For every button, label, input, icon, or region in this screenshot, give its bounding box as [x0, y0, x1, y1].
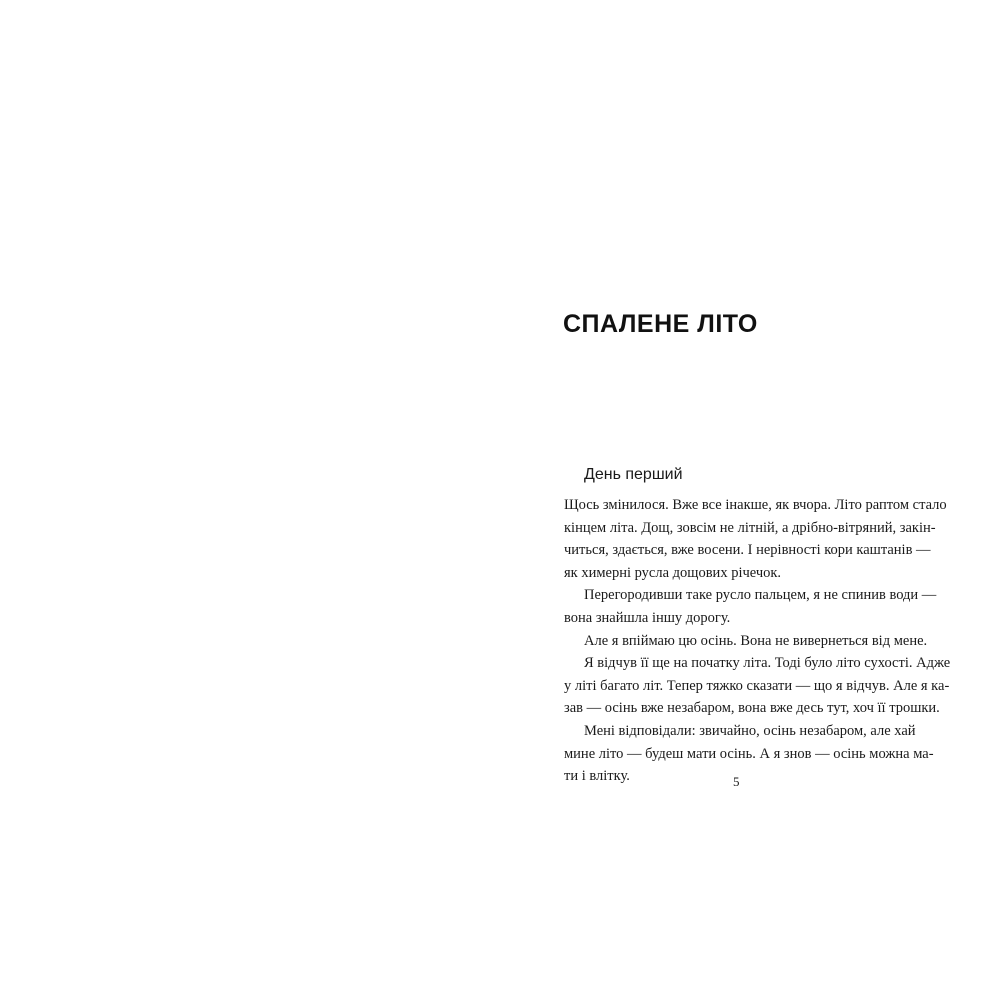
text-line: зав — осінь вже незабаром, вона вже десь тут, хоч її трошки.	[564, 700, 940, 717]
chapter-title: СПАЛЕНЕ ЛІТО	[563, 310, 758, 338]
page-number: 5	[733, 774, 740, 789]
chapter-subtitle: День перший	[584, 466, 683, 483]
text-line: Я відчув її ще на початку літа. Тоді було літо сухості. Адже	[584, 655, 951, 672]
text-line: Мені відповідали: звичайно, осінь незабаром, але хай	[584, 722, 916, 739]
text-line: кінцем літа. Дощ, зовсім не літній, а дрібно-вітряний, закін-	[564, 519, 936, 536]
text-line: мине літо — будеш мати осінь. А я знов — осінь можна ма-	[564, 745, 934, 762]
text-line: вона знайшла іншу дорогу.	[564, 609, 731, 626]
text-line: як химерні русла дощових річечок.	[564, 564, 782, 581]
text-line: Щось змінилося. Вже все інакше, як вчора. Літо раптом стало	[564, 497, 947, 513]
text-line: у літі багато літ. Тепер тяжко сказати — що я відчув. Але я ка-	[564, 677, 950, 694]
body-text	[564, 494, 951, 788]
text-line: ти і влітку.	[564, 768, 630, 785]
text-line: Перегородивши таке русло пальцем, я не спинив води —	[584, 587, 937, 604]
text-line: читься, здається, вже восени. І нерівності кори каштанів —	[564, 542, 931, 559]
text-line: Але я впіймаю цю осінь. Вона не вивернеться від мене.	[584, 632, 928, 649]
